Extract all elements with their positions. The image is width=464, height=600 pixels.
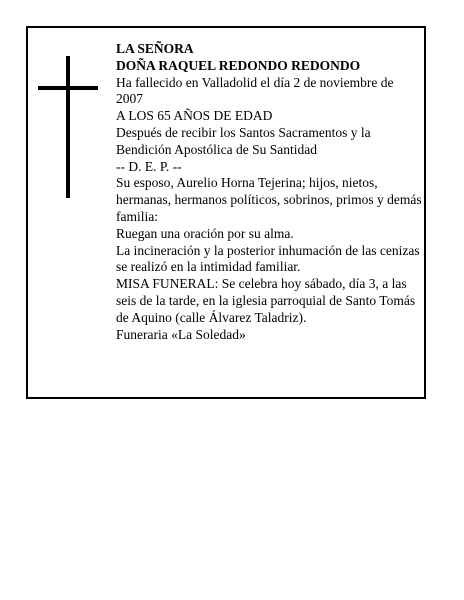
- funeral-home-line: Funeraria «La Soledad»: [116, 326, 246, 342]
- notice-text: [116, 41, 422, 343]
- deceased-name: DOÑA RAQUEL REDONDO REDONDO: [116, 57, 361, 73]
- cremation-line: La incineración y la posterior inhumación de las cenizas se realizó en la intimidad familiar.: [116, 242, 420, 275]
- cross-horizontal-bar: [38, 86, 98, 90]
- cross-icon: [38, 56, 98, 198]
- cross-vertical-bar: [66, 56, 70, 198]
- obituary-notice: [26, 26, 426, 399]
- funeral-mass-line: MISA FUNERAL: Se celebra hoy sábado, día 3, a las seis de la tarde, en la iglesia parroquial de Santo Tomás de Aquino (calle Álvarez Taladriz).: [116, 276, 416, 325]
- notice-title: LA SEÑORA: [116, 41, 194, 56]
- prayer-line: Ruegan una oración por su alma.: [116, 225, 294, 241]
- rip-line: -- D. E. P. --: [116, 158, 182, 174]
- family-line: Su esposo, Aurelio Horna Tejerina; hijos, nietos, hermanas, hermanos políticos, sobrinos, primos y demás familia:: [116, 175, 422, 224]
- sacraments-line: Después de recibir los Santos Sacramentos y la Bendición Apostólica de Su Santidad: [116, 124, 371, 157]
- age-line: A LOS 65 AÑOS DE EDAD: [116, 108, 273, 124]
- death-announcement: Ha fallecido en Valladolid el día 2 de noviembre de 2007: [116, 74, 394, 107]
